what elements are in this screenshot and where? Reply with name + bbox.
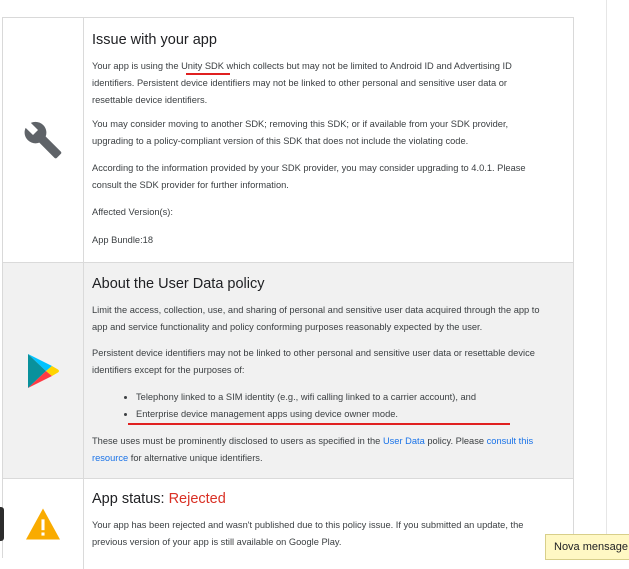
issue-paragraph-3 bbox=[92, 160, 526, 194]
policy-p1-line1: Limit the access, collection, use, and sharing of personal and sensitive user data acquired through the app to bbox=[92, 305, 540, 315]
policy-paragraph-3 bbox=[92, 433, 533, 467]
new-message-notification[interactable]: Nova mensage bbox=[545, 534, 629, 560]
issue-title: Issue with your app bbox=[92, 32, 217, 48]
policy-paragraph-1 bbox=[92, 302, 540, 336]
policy-p1-line2: app and service functionality and policy conforming purposes reasonably expected by the user. bbox=[92, 322, 483, 332]
warning-icon bbox=[24, 507, 62, 541]
policy-p3-mid: policy. Please bbox=[424, 436, 487, 446]
list-item: • Telephony linked to a SIM identity (e.g., wifi calling linked to a carrier account), and bbox=[136, 389, 476, 406]
issue-p2-line1: You may consider moving to another SDK; removing this SDK; or if available from your SDK provider, bbox=[92, 119, 509, 129]
side-panel-handle[interactable] bbox=[0, 507, 4, 541]
status-section bbox=[3, 479, 573, 569]
issue-p3-line1: According to the information provided by your SDK provider, you may consider upgrading to 4.0.1. Please bbox=[92, 163, 526, 173]
issue-p2-line2: upgrading to a policy-compliant version of this SDK that does not include the violating code. bbox=[92, 136, 469, 146]
issue-p1-line2: identifiers. Persistent device identifiers may not be linked to other personal and sensitive user data or bbox=[92, 78, 507, 88]
sdk-name: Unity SDK bbox=[181, 61, 224, 71]
right-panel-edge bbox=[606, 0, 629, 558]
consult-resource-link-part2[interactable]: resource bbox=[92, 453, 129, 463]
policy-p2-line2: identifiers except for the purposes of: bbox=[92, 365, 245, 375]
issue-p1-post: which collects but may not be limited to Android ID and Advertising ID bbox=[223, 61, 512, 71]
affected-versions-label: Affected Version(s): bbox=[92, 207, 173, 217]
app-bundle-version: App Bundle:18 bbox=[92, 235, 153, 245]
policy-section bbox=[3, 263, 573, 479]
issue-paragraph-1 bbox=[92, 58, 512, 109]
annotation-underline-enterprise bbox=[128, 423, 510, 425]
user-data-link[interactable]: User Data bbox=[382, 436, 425, 446]
exception-list bbox=[92, 389, 476, 423]
policy-issue-card bbox=[2, 17, 574, 558]
annotation-underline-sdk bbox=[186, 73, 230, 75]
policy-paragraph-2 bbox=[92, 345, 535, 379]
issue-p1-pre: Your app is using the bbox=[92, 61, 182, 71]
policy-p3-pre: These uses must be prominently disclosed to users as specified in the bbox=[92, 436, 383, 446]
issue-section bbox=[3, 18, 573, 263]
issue-icon-cell bbox=[3, 18, 84, 262]
status-title bbox=[92, 491, 226, 507]
policy-p2-line1: Persistent device identifiers may not be linked to other personal and sensitive user data or resettable device bbox=[92, 348, 535, 358]
issue-p3-line2: consult the SDK provider for further information. bbox=[92, 180, 289, 190]
status-p1-line2: previous version of your app is still available on Google Play. bbox=[92, 537, 342, 547]
status-badge: Rejected bbox=[168, 491, 226, 507]
wrench-icon bbox=[23, 120, 63, 160]
status-icon-cell bbox=[3, 479, 84, 569]
status-p1-line1: Your app has been rejected and wasn't published due to this policy issue. If you submitted an update, the bbox=[92, 520, 524, 530]
status-title-prefix: App status: bbox=[92, 491, 169, 507]
issue-p1-line3: resettable device identifiers. bbox=[92, 95, 208, 105]
google-play-icon bbox=[25, 351, 61, 391]
issue-paragraph-2 bbox=[92, 116, 508, 150]
list-item: • Enterprise device management apps using device owner mode. bbox=[136, 406, 476, 423]
policy-p3-post: for alternative unique identifiers. bbox=[128, 453, 263, 463]
status-paragraph bbox=[92, 517, 523, 551]
policy-icon-cell bbox=[3, 263, 84, 478]
consult-resource-link-part1[interactable]: consult this bbox=[486, 436, 534, 446]
policy-title: About the User Data policy bbox=[92, 276, 265, 292]
